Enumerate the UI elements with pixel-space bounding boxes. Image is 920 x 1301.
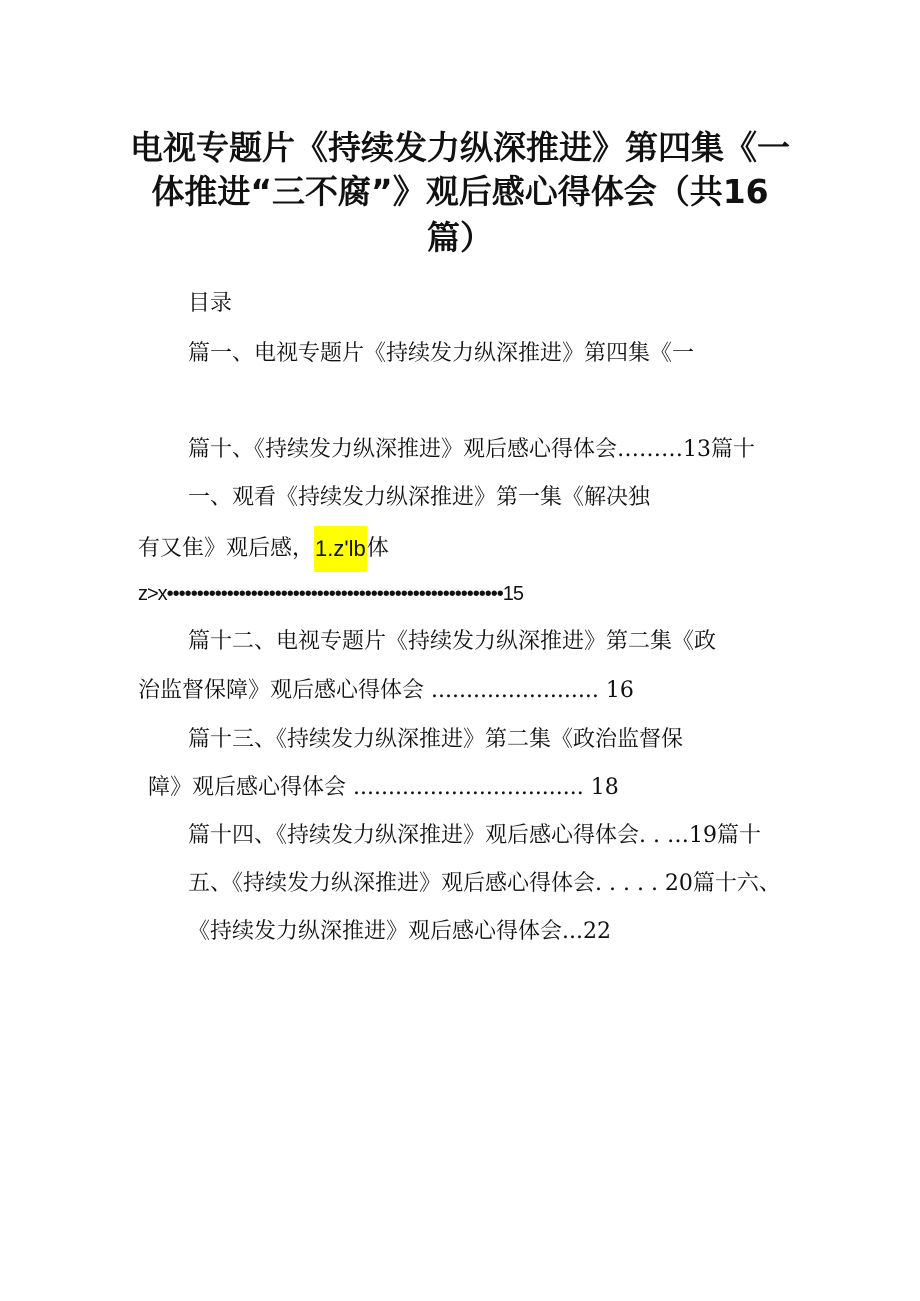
toc-entry-15: 五、《持续发力纵深推进》观后感心得体会. . . . . 20篇十六、	[188, 871, 781, 896]
toc-entry-1: 篇一、电视专题片《持续发力纵深推进》第四集《一	[188, 341, 695, 366]
toc-entry-11-tail: 体	[366, 536, 389, 561]
toc-entry-11-part-1: 一、观看《持续发力纵深推进》第一集《解决独	[188, 485, 651, 510]
toc-entry-14: 篇十四、《持续发力纵深推进》观后感心得体会. . …19篇十	[188, 823, 761, 848]
highlighted-text: 1.z'lb	[314, 526, 367, 572]
toc-entry-10: 篇十、《持续发力纵深推进》观后感心得体会………13篇十	[188, 437, 755, 462]
title-line-1: 电视专题片《持续发力纵深推进》第四集《一	[130, 128, 790, 167]
toc-entry-16: 《持续发力纵深推进》观后感心得体会...22	[188, 919, 611, 944]
toc-entry-11-text: 有又隹》观后感，	[138, 536, 315, 561]
title-line-2: 体推进“三不腐”》观后感心得体会（共16	[151, 172, 769, 211]
toc-entry-13-part-2: 障》观后感心得体会 ................................. 18	[148, 775, 619, 800]
toc-entry-13-part-1: 篇十三、《持续发力纵深推进》第二集《政治监督保	[188, 727, 684, 752]
title-line-3: 篇）	[427, 218, 493, 257]
toc-heading: 目录	[188, 291, 233, 316]
toc-entry-11-leader: z>x••••••••••••••••••••••••••••••••••••••••••••••••••••••••15	[138, 583, 524, 605]
toc-entry-12-part-2: 治监督保障》观后感心得体会 ........................ 16	[138, 678, 634, 703]
toc-entry-12-part-1: 篇十二、电视专题片《持续发力纵深推进》第二集《政	[188, 629, 717, 654]
toc-entry-11-part-2	[138, 526, 389, 572]
